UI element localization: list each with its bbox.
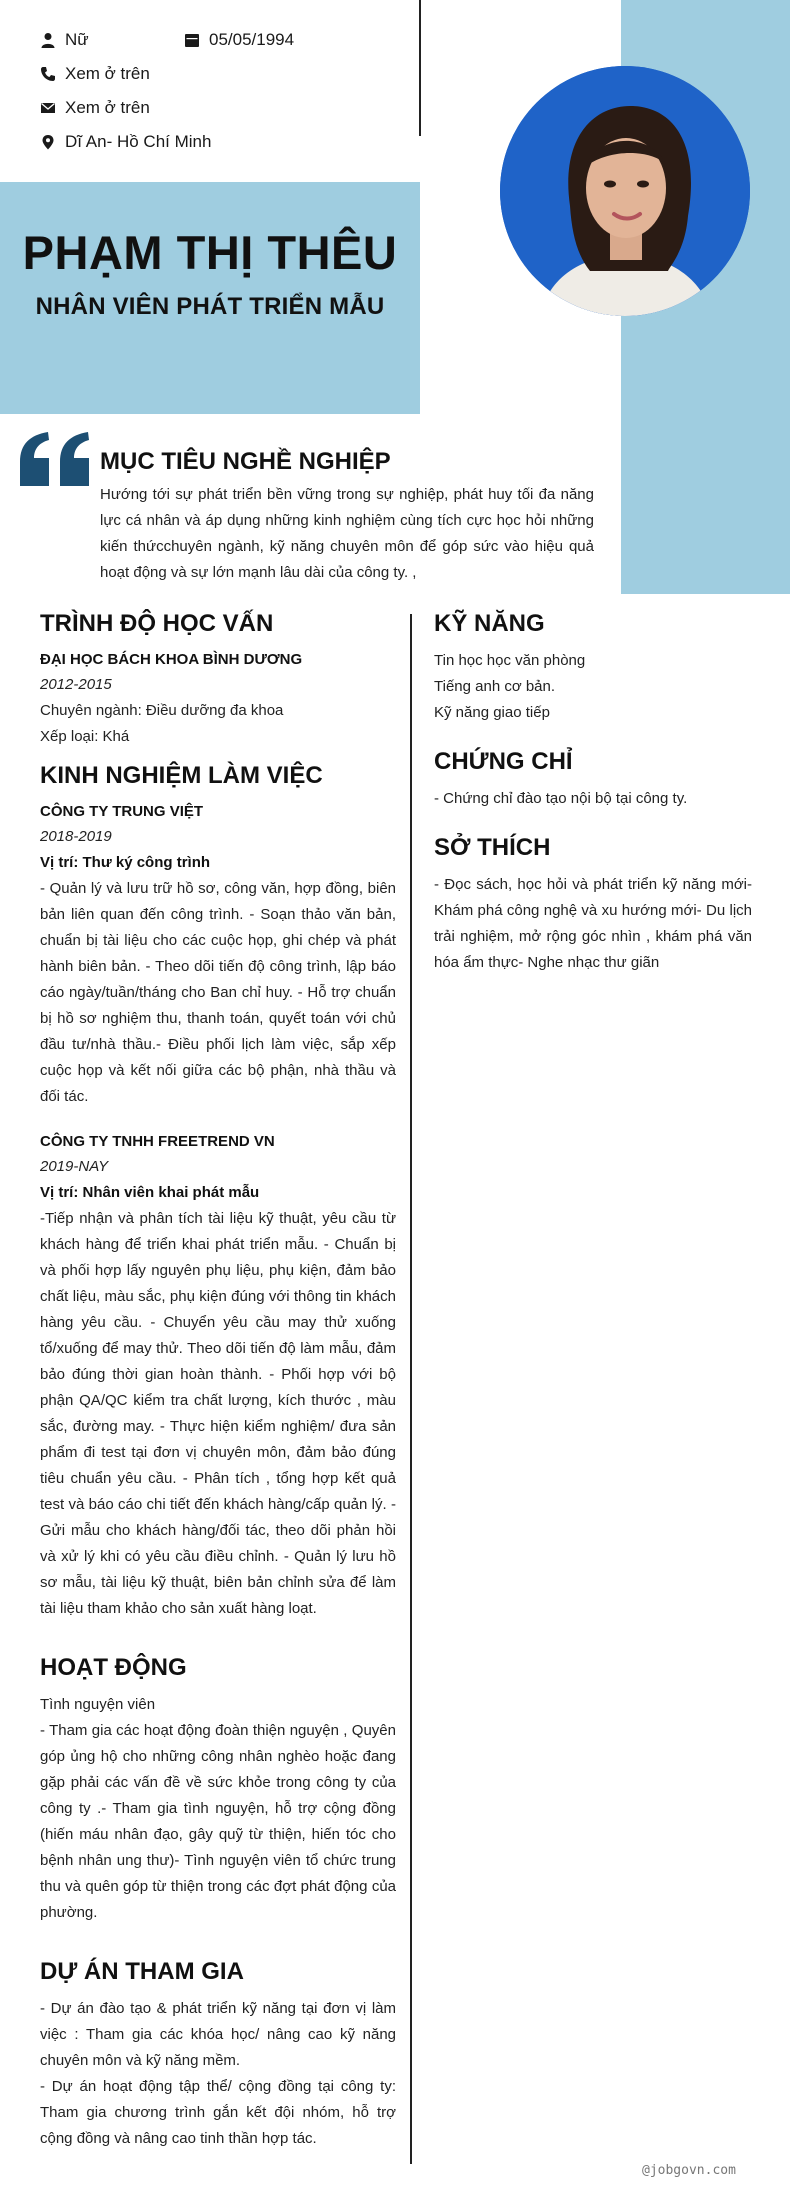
education-rank: Xếp loại: Khá [40, 728, 130, 745]
email-icon [40, 100, 56, 116]
job-period: 2018-2019 [40, 828, 112, 845]
contact-address [40, 132, 211, 152]
education-major: Chuyên ngành: Điều dưỡng đa khoa [40, 702, 284, 719]
activities-title: HOẠT ĐỘNG [40, 1654, 187, 1681]
contact-email [40, 98, 150, 118]
job-role: Vị trí: Nhân viên khai phát mẫu [40, 1184, 260, 1201]
skill-item: Tin học học văn phòng [434, 652, 586, 669]
location-icon [40, 134, 56, 150]
candidate-name: PHẠM THỊ THÊU [22, 226, 398, 279]
project-item: - Dự án đào tạo & phát triển kỹ năng tại đơn vị làm việc : Tham gia các khóa học/ nâng cao kỹ năng chuyên môn và kỹ năng mềm. [40, 2000, 396, 2069]
header-divider [419, 0, 421, 136]
job-description: - Quản lý và lưu trữ hồ sơ, công văn, hợp đồng, biên bản liên quan đến công trình. - Soạn thảo văn bản, chuẩn bị tài liệu cho các cuộc họp, ghi chép và phát hành biên bản. - Theo dõi tiến độ công trình, lập báo cáo ngày/tuần/tháng cho Ban chỉ huy. - Hỗ trợ chuẩn bị hồ sơ nghiệm thu, thanh toán, quyết toán với chủ đầu tư/nhà thầu.- Điều phối lịch làm việc, sắp xếp cuộc họp và kết nối giữa các bộ phận, nhà thầu và đối tác. [40, 880, 396, 1105]
name-panel [0, 182, 420, 414]
right-column [434, 608, 752, 976]
column-divider [410, 614, 412, 2164]
birthday-value: 05/05/1994 [209, 30, 295, 49]
objective-text: Hướng tới sự phát triển bền vững trong sự nghiệp, phát huy tối đa năng lực cá nhân và áp dụng những kinh nghiệm cùng tích cực học hỏi những kiến thứcchuyên ngành, kỹ năng chuyên môn để góp sức vào hiệu quả hoạt động và sự lớn mạnh lâu dài của công ty. , [100, 486, 594, 581]
project-item: - Dự án hoạt động tập thể/ cộng đồng tại công ty: Tham gia chương trình gắn kết đội nhóm, hỗ trợ cộng đồng và nâng cao tinh thần hợp tác. [40, 2078, 396, 2147]
skill-item: Tiếng anh cơ bản. [434, 678, 556, 695]
job-company: CÔNG TY TNHH FREETREND VN [40, 1133, 275, 1150]
contact-phone [40, 64, 150, 84]
job-description: -Tiếp nhận và phân tích tài liệu kỹ thuật, yêu cầu từ khách hàng để triển khai phát triển mẫu. - Chuẩn bị và phối hợp lấy nguyên phụ liệu, phụ kiện, đảm bảo chất liệu, màu sắc, phụ kiện đúng với thông tin khách hàng yêu cầu. - Chuyển yêu cầu may thử xuống tổ/xuống để may thử. Theo dõi tiến độ làm mẫu, đảm bảo đúng thời gian hoàn thành. - Phối hợp với bộ phận QA/QC kiểm tra chất lượng, kích thước , màu sắc, đường may. - Thực hiện kiểm nghiệm/ đưa sản phẩm đi test tại đơn vị chuyên môn, đảm bảo đúng tiêu chuẩn yêu cầu. - Phân tích , tổng hợp kết quả test và báo cáo chi tiết đến khách hàng/cấp quản lý. - Gửi mẫu cho khách hàng/đối tác, theo dõi phản hồi và xử lý khi có yêu cầu điều chỉnh. - Quản lý lưu hồ sơ mẫu, tài liệu kỹ thuật, biên bản chỉnh sửa để làm tài liệu tham khảo cho sản xuất hàng loạt. [40, 1210, 396, 1617]
hobbies-text: - Đọc sách, học hỏi và phát triển kỹ năng mới- Khám phá công nghệ và xu hướng mới- Du lịch trải nghiệm, mở rộng góc nhìn , khám phá văn hóa ẩm thực- Nghe nhạc thư giãn [434, 876, 752, 971]
phone-value: Xem ở trên [65, 64, 150, 83]
address-value: Dĩ An- Hồ Chí Minh [65, 132, 212, 151]
job-period: 2019-NAY [40, 1158, 109, 1175]
education-title: TRÌNH ĐỘ HỌC VẤN [40, 610, 274, 637]
job-company: CÔNG TY TRUNG VIỆT [40, 803, 204, 820]
objective-title: MỤC TIÊU NGHỀ NGHIỆP [100, 448, 391, 475]
quote-icon [18, 432, 92, 486]
gender-value: Nữ [65, 30, 89, 49]
education-period: 2012-2015 [40, 676, 112, 693]
projects-title: DỰ ÁN THAM GIA [40, 1958, 244, 1985]
certificates-title: CHỨNG CHỈ [434, 748, 573, 775]
email-value: Xem ở trên [65, 98, 150, 117]
calendar-icon [184, 32, 200, 48]
contact-birthday [184, 30, 294, 50]
watermark: @jobgovn.com [642, 2163, 736, 2178]
user-icon [40, 32, 56, 48]
experience-title: KINH NGHIỆM LÀM VIỆC [40, 762, 323, 789]
candidate-job-title: NHÂN VIÊN PHÁT TRIỂN MẪU [35, 293, 385, 320]
skills-title: KỸ NĂNG [434, 610, 545, 637]
certificate-item: - Chứng chỉ đào tạo nội bộ tại công ty. [434, 790, 688, 807]
job-role: Vị trí: Thư ký công trình [40, 854, 211, 871]
profile-photo [500, 66, 750, 316]
activities-text: - Tham gia các hoạt động đoàn thiện nguyện , Quyên góp ủng hộ cho những công nhân nghèo hoặc đang gặp phải các vấn đề về sức khỏe trong công ty của công ty .- Tham gia tình nguyện, hỗ trợ cộng đồng (hiến máu nhân đạo, gây quỹ từ thiện, hiến tóc cho bệnh nhân ung thư)- Tình nguyện viên tổ chức trung thu và quên góp từ thiện trong các đợt phát động của phường. [40, 1722, 396, 1921]
hobbies-title: SỞ THÍCH [434, 834, 551, 861]
education-school: ĐẠI HỌC BÁCH KHOA BÌNH DƯƠNG [40, 651, 303, 668]
contact-gender [40, 30, 89, 50]
phone-icon [40, 66, 56, 82]
skill-item: Kỹ năng giao tiếp [434, 704, 550, 721]
left-column [40, 608, 396, 2152]
activities-subtitle: Tình nguyện viên [40, 1696, 156, 1713]
